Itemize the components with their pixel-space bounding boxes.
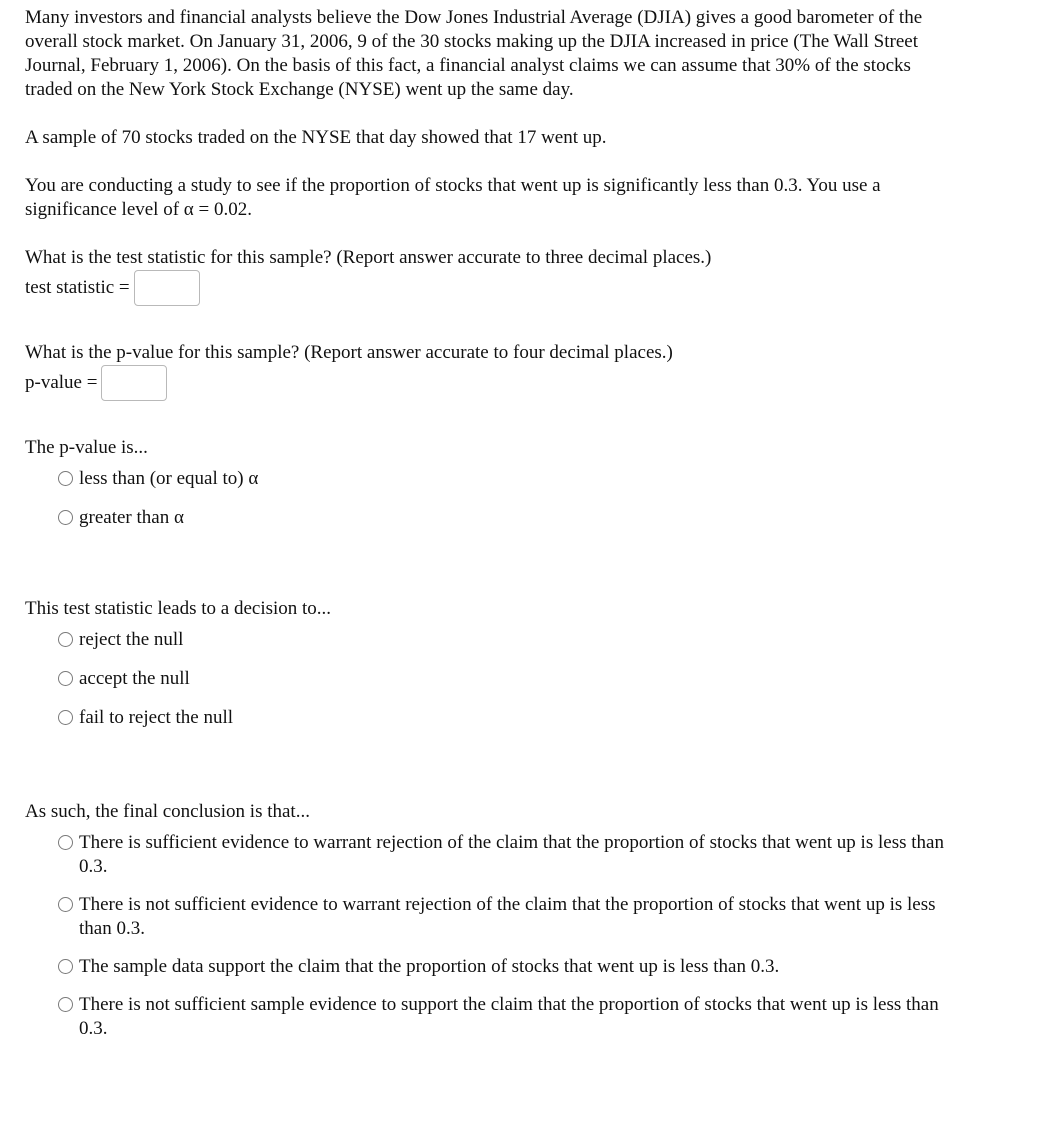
radio-button[interactable] <box>58 632 73 647</box>
problem-intro: Many investors and financial analysts believe the Dow Jones Industrial Average (DJIA) gives a good barometer of the overall stock market. On January 31, 2006, 9 of the 30 stocks making up the DJIA increased in price (The Wall Street Journal, February 1, 2006). On the basis of this fact, a financial analyst claims we can assume that 30% of the stocks traded on the New York Stock Exchange (NYSE) went up the same day. <box>25 7 923 100</box>
radio-button[interactable] <box>58 897 73 912</box>
option-label: There is not sufficient evidence to warrant rejection of the claim that the proportion of stocks that went up is less than 0.3. <box>79 894 936 939</box>
option-label: greater than α <box>79 507 184 528</box>
option-label: fail to reject the null <box>79 707 234 728</box>
radio-button[interactable] <box>58 835 73 850</box>
test-statistic-input[interactable] <box>135 271 199 305</box>
radio-button[interactable] <box>58 471 73 486</box>
conclusion-prompt: As such, the final conclusion is that... <box>25 801 310 822</box>
decision-option[interactable] <box>58 706 960 730</box>
radio-button[interactable] <box>58 959 73 974</box>
option-label: The sample data support the claim that the proportion of stocks that went up is less than 0.3. <box>79 956 780 977</box>
radio-button[interactable] <box>58 710 73 725</box>
p-value-compare-prompt: The p-value is... <box>25 437 148 458</box>
p-value-compare-option[interactable] <box>58 506 960 530</box>
p-value-box <box>101 365 167 401</box>
test-statistic-row <box>25 268 960 308</box>
conclusion-option[interactable] <box>58 955 960 979</box>
option-label: less than (or equal to) α <box>79 468 259 489</box>
decision-option[interactable] <box>58 667 960 691</box>
question-page <box>25 6 960 1055</box>
option-label: accept the null <box>79 668 190 689</box>
radio-button[interactable] <box>58 671 73 686</box>
p-value-compare-options <box>58 467 960 530</box>
radio-button[interactable] <box>58 510 73 525</box>
decision-options <box>58 628 960 730</box>
option-label: There is sufficient evidence to warrant rejection of the claim that the proportion of stocks that went up is less than 0.3. <box>79 832 944 877</box>
p-value-label: p-value = <box>25 372 98 393</box>
test-statistic-box <box>134 270 200 306</box>
test-statistic-label: test statistic = <box>25 277 130 298</box>
decision-option[interactable] <box>58 628 960 652</box>
conclusion-option[interactable] <box>58 993 960 1041</box>
p-value-input[interactable] <box>102 366 166 400</box>
option-label: reject the null <box>79 629 184 650</box>
conclusion-option[interactable] <box>58 831 960 879</box>
sample-statement: A sample of 70 stocks traded on the NYSE that day showed that 17 went up. <box>25 127 607 148</box>
test-statistic-prompt: What is the test statistic for this sample? (Report answer accurate to three decimal places.) <box>25 247 712 268</box>
p-value-prompt: What is the p-value for this sample? (Report answer accurate to four decimal places.) <box>25 342 673 363</box>
p-value-row <box>25 363 960 403</box>
conclusion-option[interactable] <box>58 893 960 941</box>
p-value-compare-option[interactable] <box>58 467 960 491</box>
decision-prompt: This test statistic leads to a decision to... <box>25 598 332 619</box>
radio-button[interactable] <box>58 997 73 1012</box>
study-statement: You are conducting a study to see if the proportion of stocks that went up is significantly less than 0.3. You use a significance level of α = 0.02. <box>25 175 881 220</box>
option-label: There is not sufficient sample evidence to support the claim that the proportion of stocks that went up is less than 0.3. <box>79 994 939 1039</box>
conclusion-options <box>58 831 960 1041</box>
